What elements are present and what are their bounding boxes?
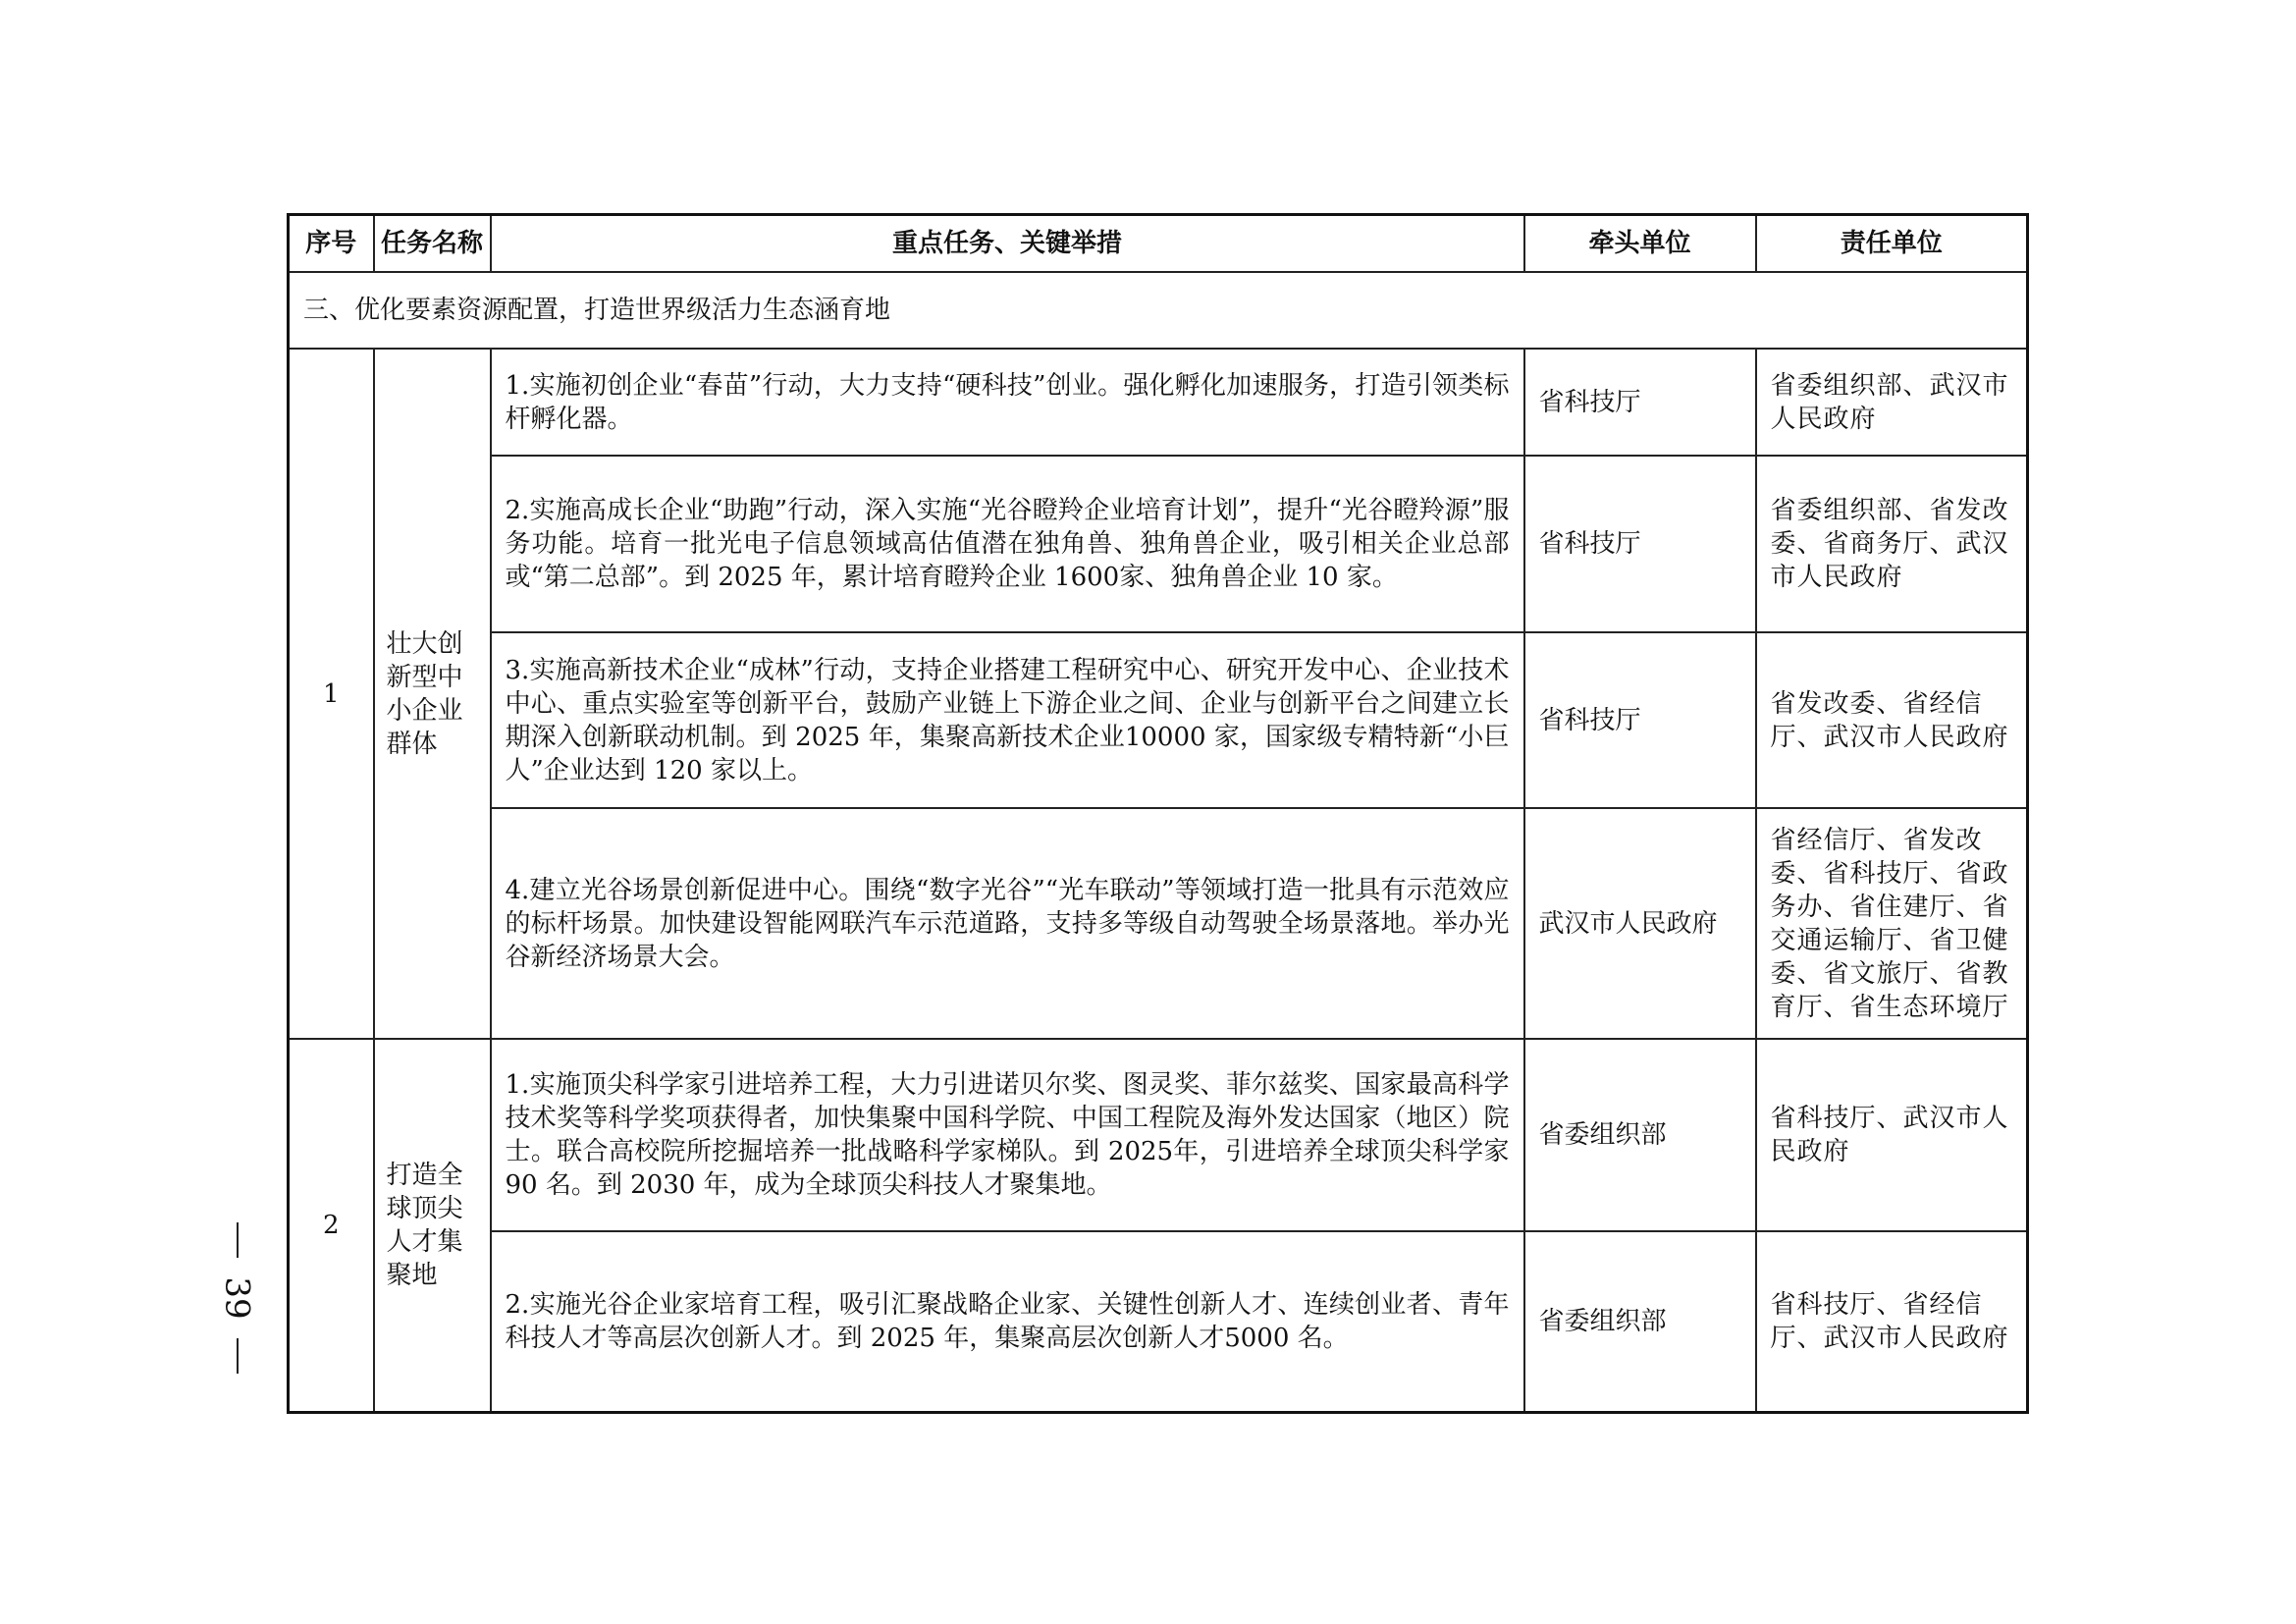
header-responsible-unit: 责任单位 <box>1756 215 2028 273</box>
table-row <box>289 632 2028 808</box>
page-number-dash-top <box>237 1222 239 1258</box>
page-number-value: 39 <box>217 1276 257 1320</box>
table-row <box>289 808 2028 1039</box>
header-lead-unit: 牵头单位 <box>1524 215 1756 273</box>
lead-unit: 省委组织部 <box>1524 1039 1756 1231</box>
group-name: 壮大创新型中小企业群体 <box>374 349 491 1039</box>
task-text: 2.实施光谷企业家培育工程，吸引汇聚战略企业家、关键性创新人才、连续创业者、青年科技人才等高层次创新人才。到 2025 年，集聚高层次创新人才5000 名。 <box>491 1231 1524 1412</box>
task-text: 1.实施顶尖科学家引进培养工程，大力引进诺贝尔奖、图灵奖、菲尔兹奖、国家最高科学技术奖等科学奖项获得者，加快集聚中国科学院、中国工程院及海外发达国家（地区）院士。联合高校院所挖掘培养一批战略科学家梯队。到 2025年，引进培养全球顶尖科学家 90 名。到 2030 年，成为全球顶尖科技人才聚集地。 <box>491 1039 1524 1231</box>
responsible-unit: 省委组织部、武汉市人民政府 <box>1756 349 2028 456</box>
task-text: 4.建立光谷场景创新促进中心。围绕“数字光谷”“光车联动”等领域打造一批具有示范效应的标杆场景。加快建设智能网联汽车示范道路，支持多等级自动驾驶全场景落地。举办光谷新经济场景大会。 <box>491 808 1524 1039</box>
group-number: 2 <box>289 1039 374 1412</box>
task-text: 1.实施初创企业“春苗”行动，大力支持“硬科技”创业。强化孵化加速服务，打造引领类标杆孵化器。 <box>491 349 1524 456</box>
table-row <box>289 1231 2028 1412</box>
page-number <box>214 1200 261 1396</box>
task-text: 3.实施高新技术企业“成林”行动，支持企业搭建工程研究中心、研究开发中心、企业技术中心、重点实验室等创新平台，鼓励产业链上下游企业之间、企业与创新平台之间建立长期深入创新联动机制。到 2025 年，集聚高新技术企业10000 家，国家级专精特新“小巨人”企业达到 120 家以上。 <box>491 632 1524 808</box>
section-row <box>289 272 2028 349</box>
group-name: 打造全球顶尖人才集聚地 <box>374 1039 491 1412</box>
table-row <box>289 349 2028 456</box>
responsible-unit: 省科技厅、武汉市人民政府 <box>1756 1039 2028 1231</box>
responsible-unit: 省科技厅、省经信厅、武汉市人民政府 <box>1756 1231 2028 1412</box>
responsible-unit: 省委组织部、省发改委、省商务厅、武汉市人民政府 <box>1756 456 2028 632</box>
header-row <box>289 215 2028 273</box>
task-table <box>287 213 2029 1414</box>
header-task-name: 任务名称 <box>374 215 491 273</box>
table-row <box>289 456 2028 632</box>
group-number: 1 <box>289 349 374 1039</box>
responsible-unit: 省经信厅、省发改委、省科技厅、省政务办、省住建厅、省交通运输厅、省卫健委、省文旅厅、省教育厅、省生态环境厅 <box>1756 808 2028 1039</box>
responsible-unit: 省发改委、省经信厅、武汉市人民政府 <box>1756 632 2028 808</box>
header-serial: 序号 <box>289 215 374 273</box>
lead-unit: 武汉市人民政府 <box>1524 808 1756 1039</box>
task-text: 2.实施高成长企业“助跑”行动，深入实施“光谷瞪羚企业培育计划”，提升“光谷瞪羚源”服务功能。培育一批光电子信息领域高估值潜在独角兽、独角兽企业，吸引相关企业总部或“第二总部”。到 2025 年，累计培育瞪羚企业 1600家、独角兽企业 10 家。 <box>491 456 1524 632</box>
lead-unit: 省科技厅 <box>1524 632 1756 808</box>
lead-unit: 省科技厅 <box>1524 456 1756 632</box>
table-row <box>289 1039 2028 1231</box>
page-number-dash-bottom <box>237 1338 239 1374</box>
header-key-tasks: 重点任务、关键举措 <box>491 215 1524 273</box>
section-title: 三、优化要素资源配置，打造世界级活力生态涵育地 <box>289 272 2028 349</box>
lead-unit: 省科技厅 <box>1524 349 1756 456</box>
lead-unit: 省委组织部 <box>1524 1231 1756 1412</box>
